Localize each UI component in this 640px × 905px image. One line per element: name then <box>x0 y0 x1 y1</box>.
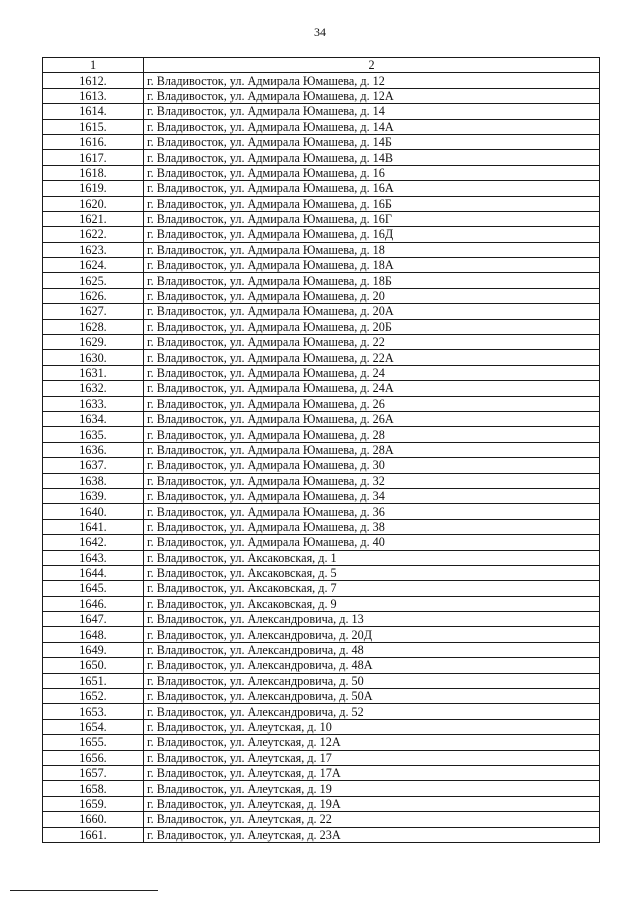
row-address: г. Владивосток, ул. Адмирала Юмашева, д. 14 <box>144 104 600 119</box>
row-number: 1630. <box>43 350 144 365</box>
row-number: 1655. <box>43 735 144 750</box>
row-address: г. Владивосток, ул. Адмирала Юмашева, д. 14А <box>144 119 600 134</box>
row-address: г. Владивосток, ул. Адмирала Юмашева, д. 22 <box>144 335 600 350</box>
table-row <box>43 750 600 765</box>
row-address: г. Владивосток, ул. Адмирала Юмашева, д. 14Б <box>144 134 600 149</box>
row-address: г. Владивосток, ул. Адмирала Юмашева, д. 16Б <box>144 196 600 211</box>
table-row <box>43 211 600 226</box>
row-address: г. Владивосток, ул. Адмирала Юмашева, д. 34 <box>144 488 600 503</box>
row-address: г. Владивосток, ул. Александровича, д. 50 <box>144 673 600 688</box>
table-row <box>43 642 600 657</box>
table-header-row <box>43 58 600 73</box>
table-row <box>43 304 600 319</box>
row-number: 1654. <box>43 719 144 734</box>
row-number: 1647. <box>43 612 144 627</box>
row-address: г. Владивосток, ул. Алеутская, д. 12А <box>144 735 600 750</box>
row-number: 1625. <box>43 273 144 288</box>
table-row <box>43 134 600 149</box>
row-address: г. Владивосток, ул. Аксаковская, д. 5 <box>144 565 600 580</box>
row-address: г. Владивосток, ул. Адмирала Юмашева, д. 20Б <box>144 319 600 334</box>
row-number: 1612. <box>43 73 144 88</box>
row-address: г. Владивосток, ул. Адмирала Юмашева, д. 38 <box>144 519 600 534</box>
row-number: 1650. <box>43 658 144 673</box>
row-number: 1657. <box>43 765 144 780</box>
row-number: 1636. <box>43 442 144 457</box>
table-row <box>43 596 600 611</box>
row-address: г. Владивосток, ул. Адмирала Юмашева, д. 28А <box>144 442 600 457</box>
row-address: г. Владивосток, ул. Алеутская, д. 19 <box>144 781 600 796</box>
row-number: 1619. <box>43 181 144 196</box>
row-number: 1634. <box>43 411 144 426</box>
table-row <box>43 381 600 396</box>
table-row <box>43 735 600 750</box>
row-address: г. Владивосток, ул. Адмирала Юмашева, д. 20 <box>144 288 600 303</box>
table-row <box>43 458 600 473</box>
row-address: г. Владивосток, ул. Александровича, д. 50А <box>144 689 600 704</box>
table-row <box>43 812 600 827</box>
row-number: 1649. <box>43 642 144 657</box>
row-number: 1640. <box>43 504 144 519</box>
table-row <box>43 288 600 303</box>
table-row <box>43 119 600 134</box>
row-address: г. Владивосток, ул. Александровича, д. 48 <box>144 642 600 657</box>
table-row <box>43 165 600 180</box>
row-address: г. Владивосток, ул. Аксаковская, д. 7 <box>144 581 600 596</box>
column-header-address: 2 <box>144 58 600 73</box>
row-number: 1648. <box>43 627 144 642</box>
row-number: 1624. <box>43 258 144 273</box>
row-number: 1622. <box>43 227 144 242</box>
row-address: г. Владивосток, ул. Аксаковская, д. 9 <box>144 596 600 611</box>
table-row <box>43 104 600 119</box>
row-number: 1617. <box>43 150 144 165</box>
table-row <box>43 488 600 503</box>
row-number: 1615. <box>43 119 144 134</box>
row-address: г. Владивосток, ул. Александровича, д. 52 <box>144 704 600 719</box>
row-address: г. Владивосток, ул. Адмирала Юмашева, д. 32 <box>144 473 600 488</box>
row-number: 1653. <box>43 704 144 719</box>
table-row <box>43 612 600 627</box>
row-number: 1618. <box>43 165 144 180</box>
row-number: 1641. <box>43 519 144 534</box>
row-number: 1639. <box>43 488 144 503</box>
table-row <box>43 88 600 103</box>
row-address: г. Владивосток, ул. Александровича, д. 48А <box>144 658 600 673</box>
row-address: г. Владивосток, ул. Адмирала Юмашева, д. 20А <box>144 304 600 319</box>
row-address: г. Владивосток, ул. Алеутская, д. 17 <box>144 750 600 765</box>
table-row <box>43 442 600 457</box>
table-row <box>43 396 600 411</box>
row-address: г. Владивосток, ул. Адмирала Юмашева, д. 24А <box>144 381 600 396</box>
row-address: г. Владивосток, ул. Адмирала Юмашева, д. 16 <box>144 165 600 180</box>
row-address: г. Владивосток, ул. Алеутская, д. 10 <box>144 719 600 734</box>
footnote-rule <box>10 890 158 891</box>
row-number: 1626. <box>43 288 144 303</box>
table-body <box>43 73 600 843</box>
row-number: 1656. <box>43 750 144 765</box>
row-number: 1637. <box>43 458 144 473</box>
row-number: 1629. <box>43 335 144 350</box>
row-address: г. Владивосток, ул. Александровича, д. 13 <box>144 612 600 627</box>
table-row <box>43 765 600 780</box>
row-number: 1658. <box>43 781 144 796</box>
row-number: 1620. <box>43 196 144 211</box>
row-number: 1644. <box>43 565 144 580</box>
table-row <box>43 365 600 380</box>
row-number: 1645. <box>43 581 144 596</box>
table-row <box>43 658 600 673</box>
row-address: г. Владивосток, ул. Адмирала Юмашева, д. 14В <box>144 150 600 165</box>
table-row <box>43 827 600 842</box>
table-row <box>43 535 600 550</box>
row-number: 1652. <box>43 689 144 704</box>
row-address: г. Владивосток, ул. Адмирала Юмашева, д. 16Д <box>144 227 600 242</box>
page-number: 34 <box>314 25 326 39</box>
row-address: г. Владивосток, ул. Адмирала Юмашева, д. 18 <box>144 242 600 257</box>
row-address: г. Владивосток, ул. Адмирала Юмашева, д. 24 <box>144 365 600 380</box>
address-table <box>42 57 600 843</box>
row-number: 1621. <box>43 211 144 226</box>
row-number: 1642. <box>43 535 144 550</box>
row-number: 1633. <box>43 396 144 411</box>
row-address: г. Владивосток, ул. Адмирала Юмашева, д. 28 <box>144 427 600 442</box>
column-header-number: 1 <box>43 58 144 73</box>
table-row <box>43 627 600 642</box>
row-address: г. Владивосток, ул. Адмирала Юмашева, д. 26А <box>144 411 600 426</box>
table-row <box>43 319 600 334</box>
table-row <box>43 242 600 257</box>
table-row <box>43 673 600 688</box>
row-address: г. Владивосток, ул. Аксаковская, д. 1 <box>144 550 600 565</box>
row-number: 1651. <box>43 673 144 688</box>
row-number: 1628. <box>43 319 144 334</box>
table-row <box>43 565 600 580</box>
row-address: г. Владивосток, ул. Алеутская, д. 22 <box>144 812 600 827</box>
row-number: 1643. <box>43 550 144 565</box>
row-address: г. Владивосток, ул. Адмирала Юмашева, д. 12 <box>144 73 600 88</box>
table-row <box>43 335 600 350</box>
row-number: 1635. <box>43 427 144 442</box>
table-row <box>43 519 600 534</box>
row-address: г. Владивосток, ул. Адмирала Юмашева, д. 18А <box>144 258 600 273</box>
row-number: 1613. <box>43 88 144 103</box>
row-address: г. Владивосток, ул. Александровича, д. 20Д <box>144 627 600 642</box>
table-row <box>43 150 600 165</box>
table-row <box>43 550 600 565</box>
row-address: г. Владивосток, ул. Адмирала Юмашева, д. 16Г <box>144 211 600 226</box>
row-address: г. Владивосток, ул. Алеутская, д. 23А <box>144 827 600 842</box>
row-number: 1660. <box>43 812 144 827</box>
row-number: 1614. <box>43 104 144 119</box>
row-number: 1632. <box>43 381 144 396</box>
table-row <box>43 473 600 488</box>
table-row <box>43 581 600 596</box>
row-number: 1659. <box>43 796 144 811</box>
row-number: 1646. <box>43 596 144 611</box>
row-number: 1661. <box>43 827 144 842</box>
table-row <box>43 196 600 211</box>
row-address: г. Владивосток, ул. Адмирала Юмашева, д. 22А <box>144 350 600 365</box>
table-row <box>43 689 600 704</box>
table-row <box>43 273 600 288</box>
row-address: г. Владивосток, ул. Адмирала Юмашева, д. 30 <box>144 458 600 473</box>
table-row <box>43 704 600 719</box>
row-address: г. Владивосток, ул. Адмирала Юмашева, д. 36 <box>144 504 600 519</box>
table-row <box>43 350 600 365</box>
row-number: 1638. <box>43 473 144 488</box>
table-row <box>43 796 600 811</box>
table-row <box>43 504 600 519</box>
table-row <box>43 258 600 273</box>
row-address: г. Владивосток, ул. Алеутская, д. 19А <box>144 796 600 811</box>
table-row <box>43 181 600 196</box>
row-number: 1616. <box>43 134 144 149</box>
row-address: г. Владивосток, ул. Адмирала Юмашева, д. 26 <box>144 396 600 411</box>
row-number: 1623. <box>43 242 144 257</box>
table-row <box>43 227 600 242</box>
row-address: г. Владивосток, ул. Адмирала Юмашева, д. 12А <box>144 88 600 103</box>
row-number: 1627. <box>43 304 144 319</box>
table-row <box>43 73 600 88</box>
table-row <box>43 411 600 426</box>
table-row <box>43 719 600 734</box>
table-row <box>43 781 600 796</box>
row-address: г. Владивосток, ул. Адмирала Юмашева, д. 18Б <box>144 273 600 288</box>
row-address: г. Владивосток, ул. Алеутская, д. 17А <box>144 765 600 780</box>
table-row <box>43 427 600 442</box>
row-address: г. Владивосток, ул. Адмирала Юмашева, д. 16А <box>144 181 600 196</box>
row-number: 1631. <box>43 365 144 380</box>
row-address: г. Владивосток, ул. Адмирала Юмашева, д. 40 <box>144 535 600 550</box>
